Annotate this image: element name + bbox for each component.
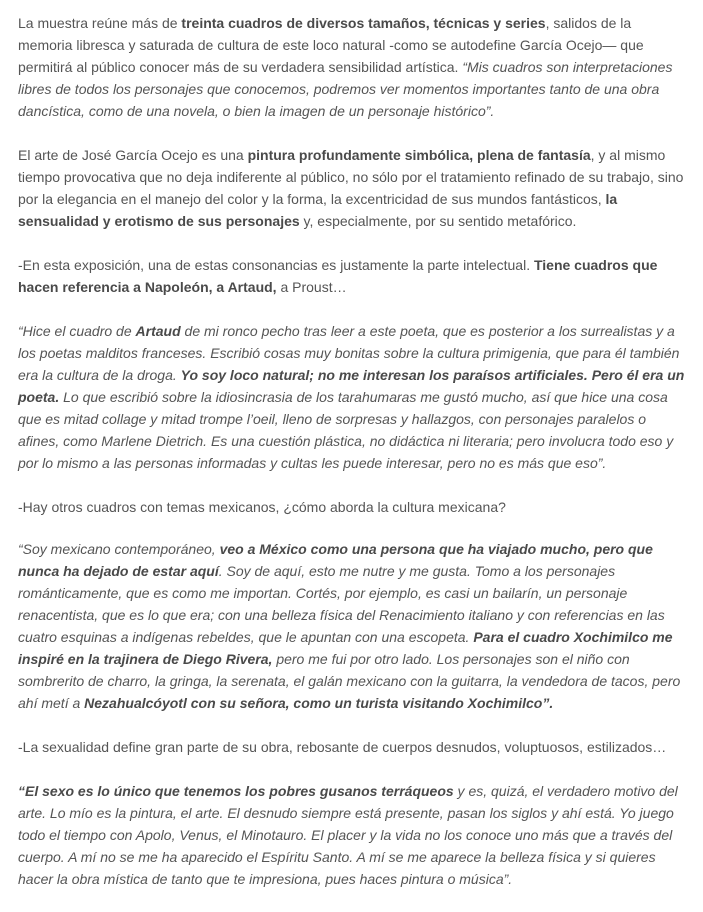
text-segment: treinta cuadros de diversos tamaños, técnicas y series [181,15,546,31]
text-segment: pero me fui por otro lado. Los personajes son el niño con sombrerito de charro, la gringa, la serenata, el galán mexicano con la guitarra, la vendedora de tacos, pero ahí metí a [18,651,681,711]
text-segment: -La sexualidad define gran parte de su obra, rebosante de cuerpos desnudos, voluptuosos, estilizados… [18,739,667,755]
text-segment: de mi ronco pecho tras leer a este poeta, que es posterior a los surrealistas y a los poetas malditos franceses. Escribió cosas muy bonitas sobre la cultura primigenia, que para él también era la cultura de la droga. [18,323,680,383]
text-segment: Tiene cuadros que hacen referencia a Napoleón, a Artaud, [18,257,658,295]
text-segment: “Hice el cuadro de [18,323,136,339]
text-segment: y es, quizá, el verdadero motivo del arte. Lo mío es la pintura, el arte. El desnudo siempre está presente, pasan los siglos y ahí está. Yo juego todo el tiempo con Apolo, Venus, el Minotauro. El placer y la vida no los conoce uno más que a través del cuerpo. A mí no se me ha aparecido el Espíritu Santo. A mí se me aparece la belleza física y si quieres hacer la obra mística de tanto que te impresiona, pues haces pintura o música”. [18,783,678,887]
text-segment: El arte de José García Ocejo es una [18,147,248,163]
text-segment: veo a México como una persona que ha viajado mucho, pero que nunca ha dejado de estar aquí [18,541,653,579]
article-paragraph [18,780,688,890]
article-paragraph [18,736,688,758]
text-segment: , y al mismo tiempo provocativa que no deja indiferente al público, no sólo por el tratamiento refinado de su trabajo, sino por la elegancia en el manejo del color y la forma, la excentricidad de sus mundos fantásticos, [18,147,684,207]
article-body [18,12,688,912]
text-segment: Lo que escribió sobre la idiosincrasia de los tarahumaras me gustó mucho, así que hice una cosa que es mitad collage y mitad trompe l’oeil, lleno de sorpresas y hallazgos, con personajes paralelos o afines, como Marlene Dietrich. Es una cuestión plástica, no didáctica ni literaria; pero involucra todo eso y por lo mismo a las personas informadas y cultas les puede interesar, pero no es más que eso”. [18,389,674,471]
text-segment: Yo soy loco natural; no me interesan los paraísos artificiales. Pero él era un poeta. [18,367,685,405]
text-segment: Artaud [135,323,181,339]
text-segment: , salidos de la memoria librescа y saturada de cultura de este loco natural -como se autodefine García Ocejo— que permitirá al público conocer más de su verdadera sensibilidad artística. [18,15,644,75]
text-segment: y, especialmente, por su sentido metafórico. [299,213,577,229]
article-paragraph [18,144,688,232]
text-segment: La muestra reúne más de [18,15,182,31]
text-segment: -En esta exposición, una de estas consonancias es justamente la parte intelectual. [18,257,534,273]
text-segment: . Soy de aquí, esto me nutre y me gusta. Tomo a los personajes románticamente, que es como me importan. Cortés, por ejemplo, es casi un bailarín, un personaje renacentista, que es lo que era; con una belleza física del Renacimiento italiano y con referencias en las cuatro esquinas a indígenas rebeldes, que le apuntan con una escopeta. [18,563,665,645]
text-segment: -Hay otros cuadros con temas mexicanos, ¿cómo aborda la cultura mexicana? [18,499,506,515]
article-paragraph [18,320,688,474]
text-segment: “El sexo es lo único que tenemos los pobres gusanos terráqueos [18,783,454,799]
text-segment: la sensualidad y erotismo de sus personajes [18,191,618,229]
article-paragraph [18,496,688,518]
text-segment: pintura profundamente simbólica, plena de fantasía [247,147,591,163]
article-paragraph [18,538,688,714]
text-segment: “Soy mexicano contemporáneo, [18,541,220,557]
text-segment: Nezahualcóyotl con su señora, como un turista visitando Xochimilco”. [84,695,554,711]
text-segment: “Mis cuadros son interpretaciones libres de todos los personajes que conocemos, podremos ver momentos importantes tanto de una obra dancística, como de una novela, o bien la imagen de un personaje histórico”. [18,59,673,119]
article-paragraph [18,12,688,122]
text-segment: a Proust… [276,279,347,295]
text-segment: Para el cuadro Xochimilco me inspiré en la trajinera de Diego Rivera, [18,629,673,667]
article-paragraph [18,254,688,298]
